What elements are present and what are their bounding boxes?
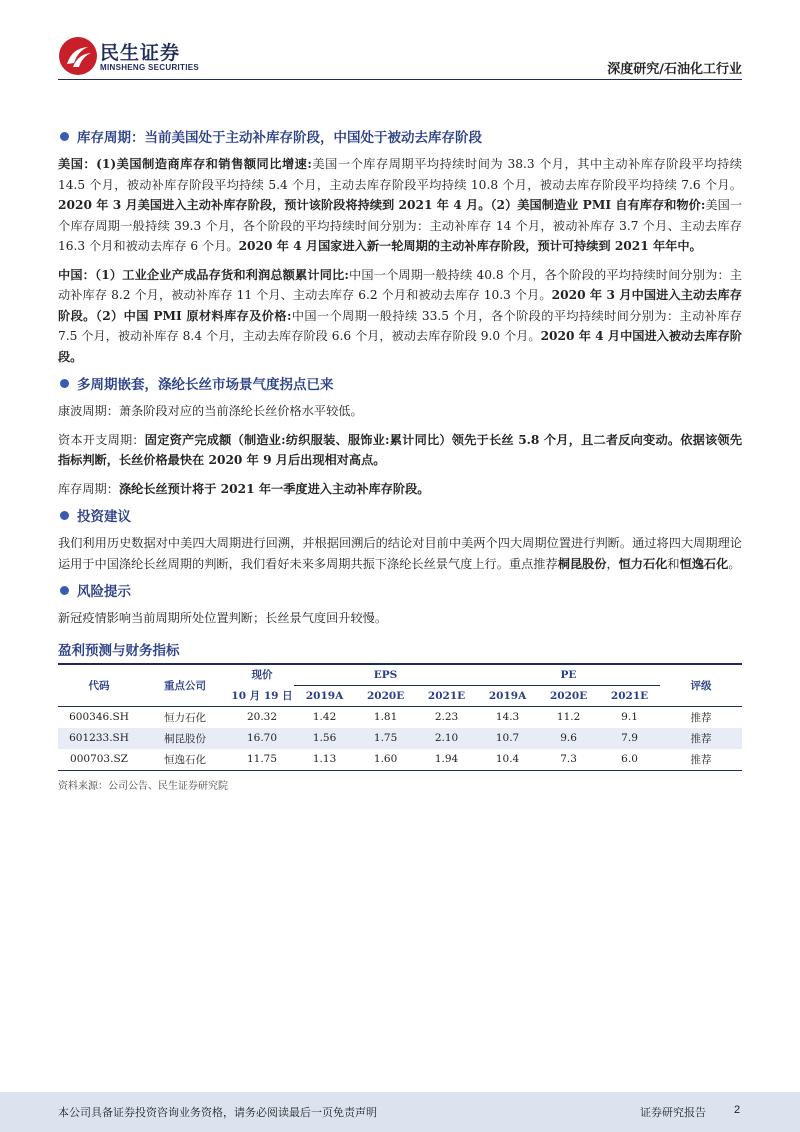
paragraph-risk bbox=[58, 608, 742, 629]
brand-name-en: MINSHENG SECURITIES bbox=[100, 63, 200, 72]
cell-price: 20.32 bbox=[246, 711, 278, 723]
minsheng-logo-icon bbox=[58, 36, 98, 76]
header-year: 2021E bbox=[427, 689, 466, 702]
header-year: 2020E bbox=[366, 689, 405, 702]
header-year: 2021E bbox=[610, 689, 649, 702]
text-run: 涤纶长丝预计将于 2021 年一季度进入主动补库存阶段。 bbox=[118, 481, 430, 496]
cell-company: 恒力石化 bbox=[164, 711, 206, 724]
cell-company: 恒逸石化 bbox=[164, 753, 206, 766]
paragraph-inventory bbox=[58, 479, 742, 500]
table-row bbox=[58, 706, 742, 728]
cell-pe: 6.0 bbox=[621, 753, 638, 765]
cell-company: 桐昆股份 bbox=[164, 732, 206, 745]
text-run: 桐昆股份 bbox=[557, 556, 607, 571]
section-investment bbox=[58, 507, 742, 574]
page-number: 2 bbox=[734, 1104, 741, 1116]
text-run: 固定资产完成额（制造业:纺织服装、服饰业:累计同比）领先于长丝 5.8 个月，且二者反向变动。依据该领先指标判断，长丝价格最快在 2020 年 9 月后出现相对高点。 bbox=[58, 432, 743, 467]
paragraph-china bbox=[58, 265, 742, 368]
table-source: 资料来源：公司公告、民生证券研究院 bbox=[58, 780, 228, 792]
bullet-icon bbox=[60, 132, 69, 141]
cell-eps: 1.81 bbox=[373, 711, 398, 723]
section-inventory-cycle bbox=[58, 128, 742, 367]
cell-pe: 7.3 bbox=[560, 753, 577, 765]
page-footer bbox=[0, 1092, 800, 1132]
section-heading-text: 投资建议 bbox=[77, 509, 131, 525]
document-category: 深度研究/石油化工行业 bbox=[607, 62, 742, 77]
section-heading bbox=[58, 375, 742, 395]
header-year: 2019A bbox=[488, 689, 527, 702]
text-run: 美国一个库存周期一般持续 39.3 个月，各个阶段的平均持续时间分别为：主动补库存 14 个月，被动补库存 3.7 个月、主动去库存 16.3 个月和被动去库存 6 个月。 bbox=[58, 198, 743, 253]
cell-eps: 1.56 bbox=[312, 732, 337, 744]
text-run: ， bbox=[606, 556, 619, 571]
header-company: 重点公司 bbox=[140, 664, 230, 707]
header-divider bbox=[58, 79, 742, 80]
text-run: 恒力石化 bbox=[618, 556, 668, 571]
cell-pe: 14.3 bbox=[495, 711, 520, 723]
table-row bbox=[58, 728, 742, 749]
forecast-table bbox=[58, 663, 742, 771]
bullet-icon bbox=[60, 586, 69, 595]
paragraph-us bbox=[58, 154, 742, 257]
cell-eps: 1.42 bbox=[312, 711, 337, 723]
brand-logo bbox=[58, 36, 208, 80]
section-risk bbox=[58, 582, 742, 629]
text-run: 美国：(1)美国制造商库存和销售额同比增速: bbox=[58, 157, 312, 171]
footer-disclaimer: 本公司具备证券投资咨询业务资格，请务必阅读最后一页免责声明 bbox=[58, 1106, 377, 1119]
cell-price: 16.70 bbox=[246, 732, 278, 744]
cell-eps: 2.23 bbox=[434, 711, 459, 723]
header-rating: 评级 bbox=[660, 664, 742, 707]
text-run: 库存周期： bbox=[58, 481, 119, 496]
cell-eps: 1.94 bbox=[434, 753, 459, 765]
text-run: 美国一个库存周期平均持续时间为 38.3 个月，其中主动补库存阶段平均持续 14.5 个月，被动补库存阶段平均持续 5.4 个月，主动去库存阶段平均持续 10.8 个月，被动去库存阶段平均持续 7.6 个月。 bbox=[58, 157, 742, 192]
header-pe: PE bbox=[477, 664, 660, 686]
cell-pe: 10.7 bbox=[495, 732, 520, 744]
cell-code: 000703.SZ bbox=[70, 753, 128, 765]
header-year: 2020E bbox=[549, 689, 588, 702]
section-heading-text: 风险提示 bbox=[77, 584, 131, 600]
cell-eps: 1.13 bbox=[312, 753, 337, 765]
section-heading-text: 多周期嵌套，涤纶长丝市场景气度拐点已来 bbox=[77, 377, 334, 393]
section-heading bbox=[58, 507, 742, 527]
text-run: 康波周期：萧条阶段对应的当前涤纶长丝价格水平较低。 bbox=[58, 404, 363, 418]
cell-pe: 9.1 bbox=[621, 711, 638, 723]
header-code: 代码 bbox=[58, 664, 140, 707]
text-run: 中国：（1）工业企业产成品存货和利润总额累计同比: bbox=[58, 267, 349, 282]
cell-pe: 11.2 bbox=[556, 711, 581, 723]
bullet-icon bbox=[60, 511, 69, 520]
section-multi-cycle bbox=[58, 375, 742, 499]
cell-pe: 9.6 bbox=[560, 732, 577, 744]
paragraph-investment bbox=[58, 533, 742, 574]
footer-report-type: 证券研究报告 bbox=[640, 1106, 706, 1119]
text-run: 我们利用历史数据对中美四大周期进行回溯，并根据回溯后的结论对目前中美两个四大周期位置进行判断。通过将四大周期理论运用于中国涤纶长丝周期的判断，我们看好未来多周期共振下涤纶长丝景气度上行。重点推荐 bbox=[58, 536, 742, 571]
text-run: 2020 年 3 月美国进入主动补库存阶段，预计该阶段将持续到 2021 年 4 月。（2）美国制造业 PMI 自有库存和物价: bbox=[58, 198, 706, 212]
section-heading bbox=[58, 582, 742, 602]
cell-rating: 推荐 bbox=[690, 753, 712, 766]
text-run: 中国一个周期一般持续 40.8 个月，各个阶段的平均持续时间分别为：主动补库存 8.2 个月，被动补库存 11 个月、主动去库存 6.2 个月和被动去库存 10.3 个月。 bbox=[58, 267, 742, 302]
text-run: 新冠疫情影响当前周期所处位置判断；长丝景气度回升较慢。 bbox=[58, 611, 388, 625]
text-run: 资本开支周期： bbox=[58, 432, 145, 447]
cell-code: 601233.SH bbox=[69, 732, 129, 744]
header-year: 2019A bbox=[305, 689, 344, 702]
section-heading bbox=[58, 128, 742, 148]
header-price-date: 10 月 19 日 bbox=[231, 689, 293, 702]
text-run: 2020 年 3 月中国进入主动去库存阶段。（2）中国 PMI 原材料库存及价格: bbox=[58, 288, 742, 323]
section-heading-text: 库存周期：当前美国处于主动补库存阶段，中国处于被动去库存阶段 bbox=[77, 130, 482, 146]
cell-rating: 推荐 bbox=[690, 732, 712, 745]
cell-pe: 7.9 bbox=[621, 732, 638, 744]
paragraph-capex bbox=[58, 430, 742, 471]
header-price: 现价 bbox=[251, 669, 273, 682]
cell-eps: 1.60 bbox=[373, 753, 398, 765]
text-run: 。 bbox=[728, 556, 741, 571]
text-run: 2020 年 4 月国家进入新一轮周期的主动补库存阶段，预计可持续到 2021 年年中。 bbox=[238, 239, 702, 253]
table-row bbox=[58, 749, 742, 771]
table-title: 盈利预测与财务指标 bbox=[58, 642, 180, 659]
cell-rating: 推荐 bbox=[690, 711, 712, 724]
report-body bbox=[58, 128, 742, 792]
cell-code: 600346.SH bbox=[69, 711, 129, 723]
text-run: 中国一个周期一般持续 33.5 个月，各个阶段的平均持续时间分别为：主动补库存 7.5 个月，被动补库存 8.4 个月，主动去库存阶段 6.6 个月，被动去库存阶段 9.0 个月。 bbox=[58, 308, 742, 343]
cell-price: 11.75 bbox=[246, 753, 278, 765]
cell-pe: 10.4 bbox=[495, 753, 520, 765]
paragraph-kondratieff bbox=[58, 401, 742, 422]
text-run: 恒逸石化 bbox=[679, 556, 729, 571]
bullet-icon bbox=[60, 379, 69, 388]
cell-eps: 1.75 bbox=[373, 732, 398, 744]
header-eps: EPS bbox=[294, 664, 477, 686]
text-run: 2020 年 4 月中国进入被动去库存阶段。 bbox=[58, 329, 742, 364]
brand-name-cn: 民生证券 bbox=[100, 42, 181, 64]
text-run: 和 bbox=[667, 556, 680, 571]
cell-eps: 2.10 bbox=[434, 732, 459, 744]
